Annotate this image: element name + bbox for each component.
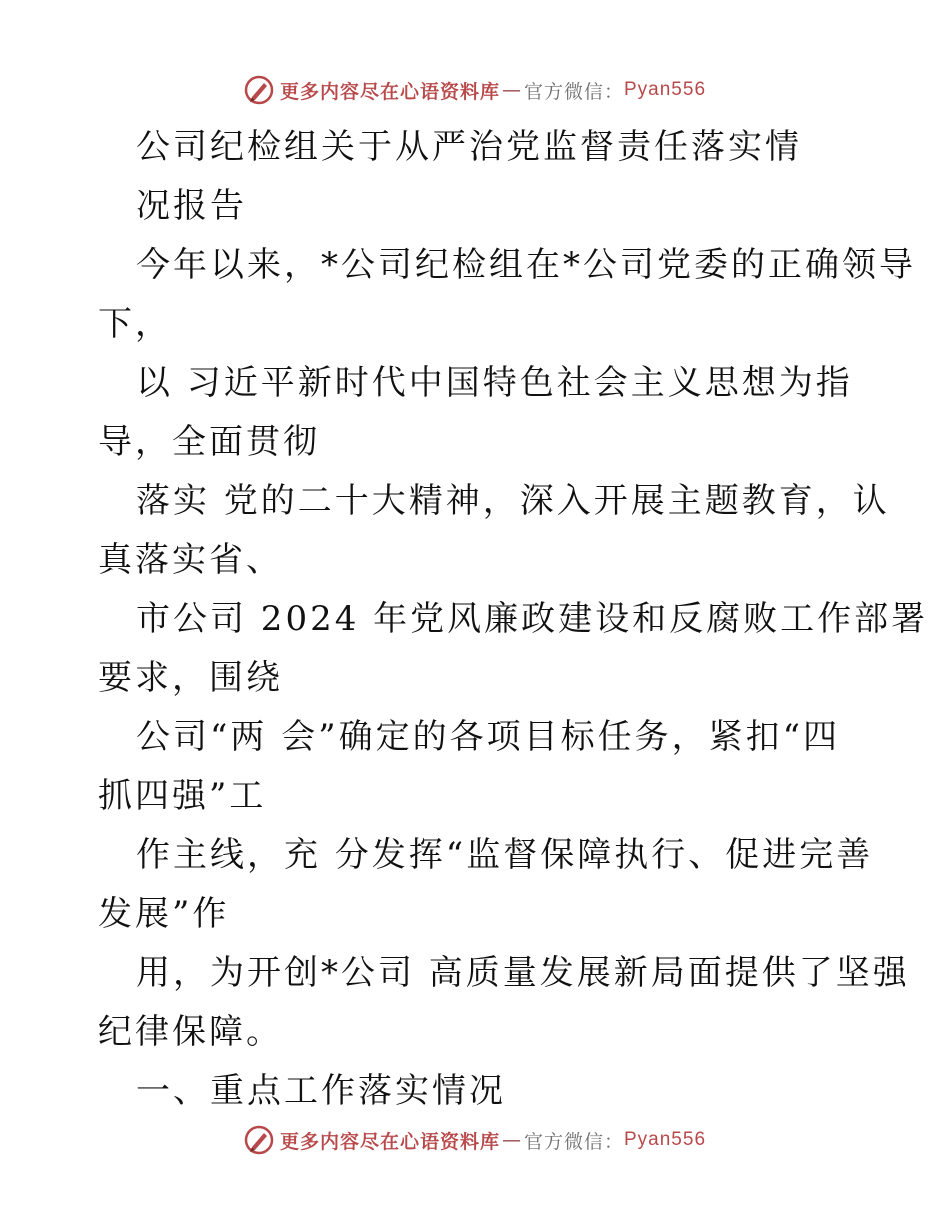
paragraph-line: 导，全面贯彻 — [98, 422, 320, 462]
paragraph-line: 要求，围绕 — [98, 658, 283, 698]
paragraph-line: 抓四强”工 — [98, 776, 267, 816]
banner-wechat-label: 官方微信： — [523, 80, 624, 103]
paragraph-line: 真落实省、 — [98, 540, 283, 580]
footer-watermark-banner — [0, 1120, 950, 1160]
banner-dash: — — [501, 79, 522, 101]
document-title-line-2: 况报告 — [136, 186, 247, 226]
paragraph-line: 今年以来，*公司纪检组在*公司党委的正确领导 — [136, 245, 916, 285]
banner-wechat-id: Pyan556 — [624, 1129, 707, 1150]
banner-site-name: 更多内容尽在心语资料库 — [279, 80, 500, 103]
banner-dash: — — [501, 1129, 522, 1151]
paragraph-line: 纪律保障。 — [98, 1012, 283, 1052]
banner-wechat-id: Pyan556 — [624, 79, 707, 100]
pen-logo-icon — [244, 1125, 274, 1155]
header-watermark-banner — [0, 70, 950, 110]
paragraph-line: 落实 党的二十大精神，深入开展主题教育，认 — [136, 481, 890, 521]
pen-logo-icon — [244, 75, 274, 105]
paragraph-line: 用，为开创*公司 高质量发展新局面提供了坚强 — [136, 953, 910, 993]
banner-site-name: 更多内容尽在心语资料库 — [279, 1130, 500, 1153]
paragraph-line: 下， — [98, 304, 172, 344]
paragraph-line: 发展”作 — [98, 894, 230, 934]
paragraph-line: 市公司 2024 年党风廉政建设和反腐败工作部署 — [136, 599, 929, 639]
banner-wechat-label: 官方微信： — [523, 1130, 624, 1153]
paragraph-line: 公司“两 会”确定的各项目标任务，紧扣“四 — [136, 717, 840, 757]
document-title-line-1: 公司纪检组关于从严治党监督责任落实情 — [136, 127, 802, 167]
paragraph-line: 作主线，充 分发挥“监督保障执行、促进完善 — [136, 835, 874, 875]
paragraph-line: 以 习近平新时代中国特色社会主义思想为指 — [136, 363, 853, 403]
section-heading: 一、重点工作落实情况 — [136, 1071, 506, 1111]
